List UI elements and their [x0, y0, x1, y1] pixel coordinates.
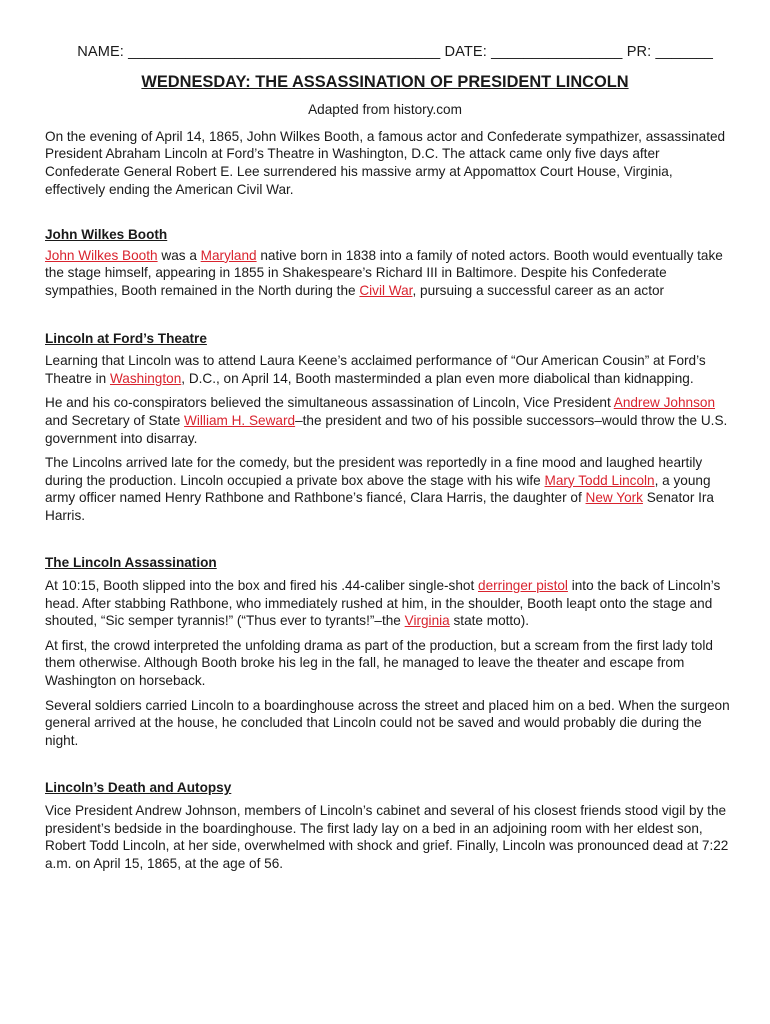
- pr-blank: _______: [655, 44, 713, 60]
- link-civil-war[interactable]: Civil War: [359, 282, 413, 298]
- text-run: , D.C., on April 14, Booth masterminded a plan even more diabolical than kidnapping.: [181, 370, 694, 386]
- text-run: native born in 1838 into a family of noted actors. Booth would eventually take the stage himself, appearing in 1855 in Shakespeare’s Richard III in Baltimore. Despite his Confederate sympathies, Booth remained in the North during the: [45, 247, 723, 298]
- death-paragraph: Vice President Andrew Johnson, members of Lincoln’s cabinet and several of his closest friends stood vigil by the president’s bedside in the boardinghouse. The first lady lay on a bed in an adjoining room with her eldest son, Robert Todd Lincoln, at her side, overwhelmed with shock and grief. Finally, Lincoln was pronounced dead at 7:22 a.m. on April 15, 1865, at the age of 56.: [45, 803, 729, 871]
- theatre-paragraph-2: [45, 394, 735, 447]
- document-title: WEDNESDAY: THE ASSASSINATION OF PRESIDENT LINCOLN: [141, 72, 629, 91]
- theatre-paragraph-3: [45, 454, 735, 524]
- pr-label: PR:: [626, 44, 652, 60]
- text-run: state motto).: [449, 613, 530, 629]
- link-virginia[interactable]: Virginia: [404, 613, 450, 629]
- section-heading-booth: John Wilkes Booth: [45, 227, 168, 243]
- text-run: The Lincolns arrived late for the comedy, but the president was reportedly in a fine mood and laughed heartily during the production. Lincoln occupied a private box above the stage with his wife: [45, 455, 703, 488]
- text-run: was a: [157, 247, 201, 263]
- assassination-paragraph-2: At first, the crowd interpreted the unfolding drama as part of the production, but a scream from the first lady told them otherwise. Although Booth broke his leg in the fall, he managed to leave the theater and escape from Washington on horseback.: [45, 637, 713, 689]
- section-heading-fords-theatre: Lincoln at Ford’s Theatre: [45, 330, 207, 346]
- link-john-wilkes-booth[interactable]: John Wilkes Booth: [45, 247, 158, 263]
- assassination-paragraph-1: [45, 577, 735, 630]
- link-william-seward[interactable]: William H. Seward: [184, 412, 296, 428]
- text-run: Learning that Lincoln was to attend Laura Keene’s acclaimed performance of “Our American Cousin” at Ford’s Theatre in: [45, 353, 706, 386]
- link-mary-todd-lincoln[interactable]: Mary Todd Lincoln: [544, 472, 655, 488]
- theatre-paragraph-1: [45, 352, 735, 387]
- name-label: NAME:: [77, 44, 124, 60]
- text-run: At 10:15, Booth slipped into the box and fired his .44-caliber single-shot: [45, 578, 479, 594]
- link-new-york[interactable]: New York: [585, 490, 643, 506]
- name-blank: ______________________________________: [128, 44, 441, 60]
- text-run: He and his co-conspirators believed the simultaneous assassination of Lincoln, Vice President: [45, 395, 614, 411]
- link-derringer-pistol[interactable]: derringer pistol: [478, 578, 568, 594]
- section-heading-assassination: The Lincoln Assassination: [45, 555, 217, 571]
- text-run: and Secretary of State: [45, 412, 185, 428]
- link-maryland[interactable]: Maryland: [200, 247, 257, 263]
- booth-paragraph: [45, 247, 735, 300]
- text-run: , pursuing a successful career as an actor: [412, 282, 665, 298]
- date-label: DATE:: [444, 44, 487, 60]
- intro-paragraph: On the evening of April 14, 1865, John Wilkes Booth, a famous actor and Confederate sympathizer, assassinated President Abraham Lincoln at Ford’s Theatre in Washington, D.C. The attack came only five days after Confederate General Robert E. Lee surrendered his massive army at Appomattox Court House, Virginia, effectively ending the American Civil War.: [45, 128, 726, 197]
- text-run: , a young army officer named Henry Rathbone and Rathbone’s fiancé, Clara Harris, the daughter of: [45, 472, 711, 506]
- document-page: [45, 44, 735, 872]
- section-heading-death-autopsy: Lincoln’s Death and Autopsy: [45, 780, 232, 796]
- date-blank: ________________: [491, 44, 623, 60]
- link-washington[interactable]: Washington: [109, 370, 182, 386]
- assassination-paragraph-3: Several soldiers carried Lincoln to a boardinghouse across the street and placed him on a bed. When the surgeon general arrived at the house, he concluded that Lincoln could not be saved and would probably die during the night.: [45, 697, 730, 748]
- link-andrew-johnson[interactable]: Andrew Johnson: [613, 395, 716, 411]
- text-run: Senator Ira Harris.: [45, 490, 714, 523]
- text-run: into the back of Lincoln’s head. After stabbing Rathbone, who immediately rushed at him, in the shoulder, Booth leapt onto the stage and shouted, “Sic semper tyrannis!” (“Thus ever to tyrants!”–the: [45, 578, 721, 629]
- text-run: –the president and two of his possible successors–would throw the U.S. government into disarray.: [45, 412, 728, 446]
- student-info-line: [45, 44, 713, 62]
- source-attribution: Adapted from history.com: [308, 102, 462, 118]
